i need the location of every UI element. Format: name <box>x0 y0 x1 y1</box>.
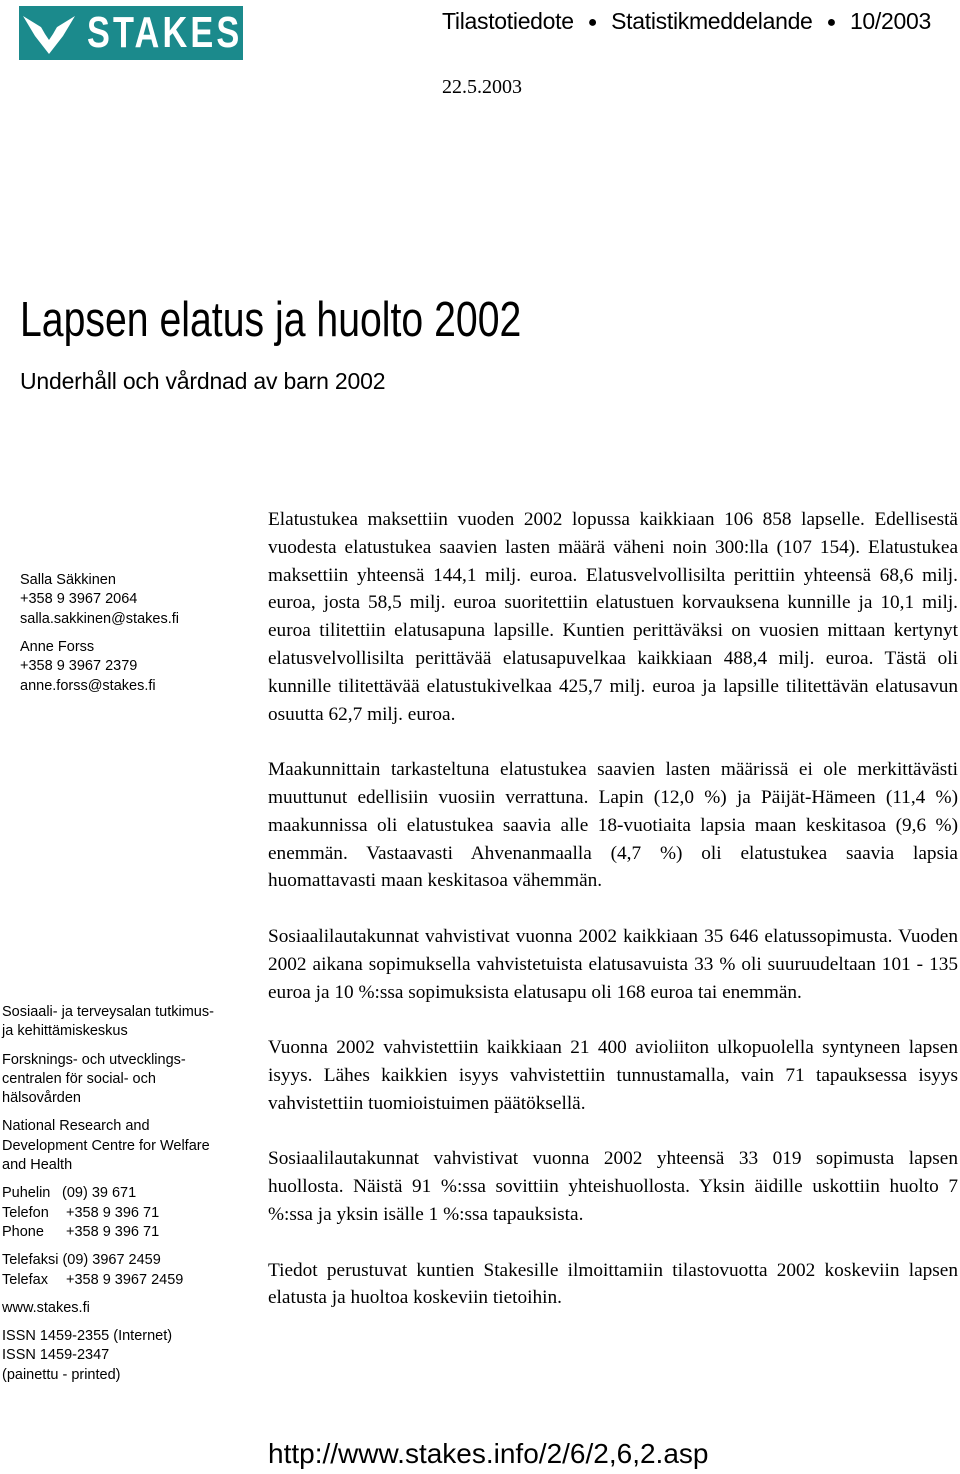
stakes-logo <box>19 6 243 60</box>
paragraph: Tiedot perustuvat kuntien Stakesille ilmoittamiin tilastovuotta 2002 koskeviin lapsen elatusta ja huoltoa koskeviin tietoihin. <box>268 1259 958 1309</box>
contact-email[interactable]: salla.sakkinen@stakes.fi <box>20 610 179 627</box>
contact-email[interactable]: anne.forss@stakes.fi <box>20 677 156 694</box>
org-name-line: centralen för social- och <box>2 1070 156 1087</box>
source-url-link[interactable]: http://www.stakes.info/2/6/2,6,2.asp <box>268 1438 709 1469</box>
organization-info <box>2 1003 252 1394</box>
website-link[interactable]: www.stakes.fi <box>2 1299 90 1316</box>
contact-name: Salla Säkkinen <box>20 572 116 588</box>
body-text <box>268 506 958 1340</box>
org-name-line: Sosiaali- ja terveysalan tutkimus- <box>2 1004 214 1020</box>
fax-sv <box>2 1271 252 1290</box>
org-phones <box>2 1184 252 1242</box>
contact-2 <box>20 638 156 696</box>
issn-print-note: (painettu - printed) <box>2 1366 121 1383</box>
publication-type-sv: Statistikmeddelande <box>611 8 813 34</box>
contact-1 <box>20 571 179 629</box>
logo-text: STAKES <box>87 8 243 57</box>
phone-fi <box>2 1184 252 1203</box>
phone-en <box>2 1223 252 1242</box>
org-name-line: and Health <box>2 1157 73 1174</box>
phone-label: Phone <box>2 1223 44 1240</box>
org-name-line: hälsovården <box>2 1090 81 1107</box>
fax-label: Telefaksi <box>2 1252 59 1269</box>
issn-internet: ISSN 1459-2355 (Internet) <box>2 1328 173 1345</box>
phone-value: +358 9 396 71 <box>66 1204 160 1221</box>
paragraph: Vuonna 2002 vahvistettiin kaikkiaan 21 400 avioliiton ulkopuolella syntyneen lapsen isyys. Lähes kaikkien isyys vahvistettiin tunnustamalla, vain 71 tapauksessa isyys vahvistettiin tuomioistuimen päätöksellä. <box>268 1037 958 1114</box>
phone-sv <box>2 1204 252 1223</box>
paragraph: Sosiaalilautakunnat vahvistivat vuonna 2002 yhteensä 33 019 sopimusta lapsen huollosta. Näistä 91 %:ssa sovittiin yhteishuollosta. Yksin äidille uskottiin huolto 7 %:ssa ja yksin isälle 1 %:ssa tapauksista. <box>268 1148 958 1225</box>
phone-label: Telefon <box>2 1204 49 1221</box>
phone-value: (09) 39 671 <box>62 1185 137 1202</box>
org-name-line: ja kehittämiskeskus <box>2 1023 128 1040</box>
contact-name: Anne Forss <box>20 639 95 655</box>
fax-fi <box>2 1251 252 1270</box>
publication-date: 22.5.2003 <box>442 76 522 98</box>
page-subtitle: Underhåll och vårdnad av barn 2002 <box>20 368 386 394</box>
paragraph: Elatustukea maksettiin vuoden 2002 lopussa kaikkiaan 106 858 lapselle. Edellisestä vuodesta elatustukea saavien lasten määrä väheni noin 300:lla (107 154). Elatustukea maksettiin yhteensä 144,1 milj. euroa. Elatusvelvollisilta perittiin yhteensä 68,6 milj. euroa, josta 58,5 milj. euroa suoritettiin elatustuen korvauksena kunnille ja 10,1 milj. euroa tilitettiin elatusapuna lapsille. Kuntien perittäväksi on vuosien mittaan kertynyt elatusvelvollisilta perittävää elatusapuvelkaa kaikkiaan 488,4 milj. euroa. Tästä oli kunnille tilitettävää elatustukivelkaa 425,7 milj. euroa ja lapsille tilitettävän elatusavun osuutta 62,7 milj. euroa. <box>268 509 958 725</box>
phone-label: Puhelin <box>2 1185 51 1202</box>
paragraph: Sosiaalilautakunnat vahvistivat vuonna 2002 kaikkiaan 35 646 elatussopimusta. Vuoden 2002 aikana sopimuksella vahvistetuista elatusavuista 33 % oli suuruudeltaan 101 - 135 euroa ja 10 %:ssa sopimuksista elatusapu oli 168 euroa tai enemmän. <box>268 925 958 1003</box>
org-web <box>2 1299 252 1318</box>
org-name-sv <box>2 1051 252 1109</box>
publication-header <box>442 6 931 38</box>
page-title: Lapsen elatus ja huolto 2002 <box>20 293 522 347</box>
fax-value: +358 9 3967 2459 <box>66 1271 184 1288</box>
bullet-icon: ● <box>587 14 598 31</box>
org-issn <box>2 1327 252 1385</box>
contact-phone: +358 9 3967 2379 <box>20 658 138 675</box>
org-name-en <box>2 1117 252 1175</box>
fax-label: Telefax <box>2 1271 48 1288</box>
bullet-icon: ● <box>826 14 836 31</box>
stakes-bird-icon <box>19 6 81 60</box>
org-name-line: Forsknings- och utvecklings- <box>2 1051 186 1068</box>
issn-print: ISSN 1459-2347 <box>2 1347 110 1364</box>
issue-number: 10/2003 <box>849 8 931 34</box>
paragraph: Maakunnittain tarkasteltuna elatustukea saavien lasten määrissä ei ole merkittävästi muuttunut edellisiin vuosiin verrattuna. Lapin (12,0 %) ja Päijät-Hämeen (11,4 %) maakunnissa oli elatustukea saavia alle 18-vuotiaita lapsia maan keskitasoa (9,6 %) enemmän. Vastaavasti Ahvenanmaalla (4,7 %) oli elatustukea saavia lapsia huomattavasti maan keskitasoa vähemmän. <box>268 759 958 892</box>
phone-value: +358 9 396 71 <box>66 1223 160 1240</box>
fax-value: (09) 3967 2459 <box>62 1252 161 1269</box>
contact-phone: +358 9 3967 2064 <box>20 591 138 608</box>
org-name-line: National Research and <box>2 1118 150 1135</box>
org-name-fi <box>2 1003 252 1042</box>
org-faxes <box>2 1251 252 1290</box>
org-name-line: Development Centre for Welfare <box>2 1137 210 1154</box>
publication-type-fi: Tilastotiedote <box>442 8 574 34</box>
